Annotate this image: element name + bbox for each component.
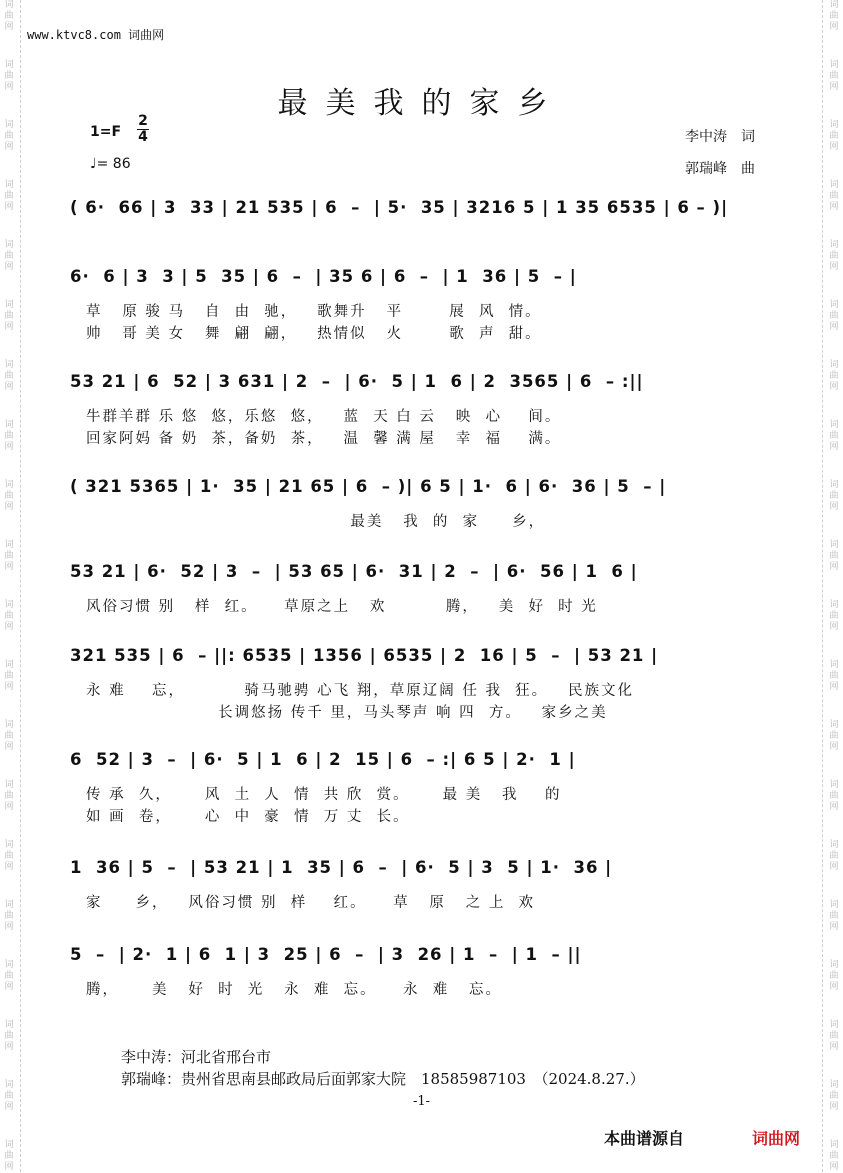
watermark-text: 词曲网 [4,60,14,92]
lyrics-system-2-verse-1: 草 原 骏 马 自 由 驰， 歌舞升 平 展 风 情。 [86,304,542,320]
watermark-text: 词曲网 [829,1080,839,1112]
watermark-text: 词曲网 [829,780,839,812]
watermark-text: 词曲网 [4,840,14,872]
watermark-text: 词曲网 [4,660,14,692]
lyrics-system-5-verse-1: 风俗习惯 别 样 红。 草原之上 欢 腾， 美 好 时 光 [86,599,598,615]
right-margin-line [822,0,823,1172]
watermark-left [2,0,16,1172]
watermark-text: 词曲网 [829,1020,839,1052]
watermark-text: 词曲网 [4,1140,14,1172]
notes-system-9: 5 – | 2· 1 | 6 1 | 3 25 | 6 – | 3 26 | 1 – | 1 – || [70,945,582,964]
watermark-text: 词曲网 [829,240,839,272]
watermark-text: 词曲网 [829,960,839,992]
page-number: -1- [412,1094,431,1109]
watermark-text: 词曲网 [829,180,839,212]
composer-credit: 郭瑞峰 曲 [685,161,755,177]
lyrics-system-7-verse-2: 如 画 卷， 心 中 豪 情 万 丈 长。 [86,809,410,825]
watermark-text: 词曲网 [4,300,14,332]
lyrics-system-3-verse-2: 回家阿妈 备 奶 茶，备奶 茶， 温 馨 满 屋 幸 福 满。 [86,431,562,447]
watermark-text: 词曲网 [829,0,839,32]
lyricist-info: 李中涛：河北省邢台市 [121,1048,272,1066]
watermark-text: 词曲网 [829,120,839,152]
notes-system-5: 53 21 | 6· 52 | 3 – | 53 65 | 6· 31 | 2 – | 6· 56 | 1 6 | [70,562,638,581]
watermark-text: 词曲网 [4,240,14,272]
song-title: 最美我的家乡 [277,86,566,121]
watermark-text: 词曲网 [829,300,839,332]
watermark-text: 词曲网 [829,480,839,512]
watermark-text: 词曲网 [4,540,14,572]
watermark-text: 词曲网 [829,660,839,692]
source-brand-logo[interactable]: 词曲网 [752,1129,801,1148]
lyrics-system-7-verse-1: 传 承 久， 风 土 人 情 共 欣 赏。 最 美 我 的 [86,787,562,803]
meter-bottom: 4 [138,129,148,145]
watermark-text: 词曲网 [4,480,14,512]
watermark-text: 词曲网 [4,900,14,932]
watermark-text: 词曲网 [4,960,14,992]
watermark-text: 词曲网 [829,1140,839,1172]
watermark-text: 词曲网 [4,720,14,752]
watermark-text: 词曲网 [829,420,839,452]
composer-info: 郭瑞峰：贵州省思南县邮政局后面郭家大院 18585987103 （2024.8.27.） [121,1070,645,1088]
watermark-text: 词曲网 [829,360,839,392]
source-label: 本曲谱源自 [604,1129,685,1148]
notes-system-2: 6· 6 | 3 3 | 5 35 | 6 – | 35 6 | 6 – | 1 36 | 5 – | [70,267,577,286]
watermark-text: 词曲网 [829,540,839,572]
lyrics-system-2-verse-2: 帅 哥 美 女 舞 翩 翩， 热情似 火 歌 声 甜。 [86,326,542,342]
tempo-mark: ♩= 86 [90,156,131,172]
notes-system-1: ( 6· 66 | 3 33 | 21 535 | 6 – | 5· 35 | 3216 5 | 1 35 6535 | 6 – )| [70,198,729,217]
lyrics-system-6-verse-1: 永 难 忘， 骑马驰骋 心飞 翔，草原辽阔 任 我 狂。 民族文化 [86,683,635,699]
watermark-text: 词曲网 [829,840,839,872]
lyricist-credit: 李中涛 词 [685,129,755,145]
watermark-text: 词曲网 [4,1020,14,1052]
watermark-text: 词曲网 [829,720,839,752]
lyrics-system-4-verse-1: 最美 我 的 家 乡， [86,514,546,530]
watermark-text: 词曲网 [829,900,839,932]
watermark-text: 词曲网 [4,180,14,212]
watermark-text: 词曲网 [829,60,839,92]
watermark-text: 词曲网 [4,360,14,392]
site-url[interactable]: www.ktvc8.com 词曲网 [27,28,165,42]
notes-system-4: ( 321 5365 | 1· 35 | 21 65 | 6 – )| 6 5 | 1· 6 | 6· 36 | 5 – | [70,477,667,496]
lyrics-system-9-verse-1: 腾， 美 好 时 光 永 难 忘。 永 难 忘。 [86,982,503,998]
watermark-text: 词曲网 [4,1080,14,1112]
watermark-right [827,0,841,1172]
notes-system-7: 6 52 | 3 – | 6· 5 | 1 6 | 2 15 | 6 – :| 6 5 | 2· 1 | [70,750,576,769]
watermark-text: 词曲网 [829,600,839,632]
meter-top: 2 [138,113,148,129]
notes-system-3: 53 21 | 6 52 | 3 631 | 2 – | 6· 5 | 1 6 | 2 3565 | 6 – :|| [70,372,644,391]
lyrics-system-3-verse-1: 牛群羊群 乐 悠 悠，乐悠 悠， 蓝 天 白 云 映 心 间。 [86,409,562,425]
watermark-text: 词曲网 [4,780,14,812]
watermark-text: 词曲网 [4,0,14,32]
notes-system-6: 321 535 | 6 – ||: 6535 | 1356 | 6535 | 2 16 | 5 – | 53 21 | [70,646,659,665]
notes-system-8: 1 36 | 5 – | 53 21 | 1 35 | 6 – | 6· 5 | 3 5 | 1· 36 | [70,858,613,877]
key-signature: 1=F [90,124,122,140]
watermark-text: 词曲网 [4,420,14,452]
watermark-text: 词曲网 [4,600,14,632]
watermark-text: 词曲网 [4,120,14,152]
lyrics-system-8-verse-1: 家 乡， 风俗习惯 别 样 红。 草 原 之 上 欢 [86,895,536,911]
time-signature [137,114,149,145]
lyrics-system-6-verse-2: 长调悠扬 传千 里，马头琴声 响 四 方。 家乡之美 [86,705,608,721]
left-margin-line [20,0,21,1172]
